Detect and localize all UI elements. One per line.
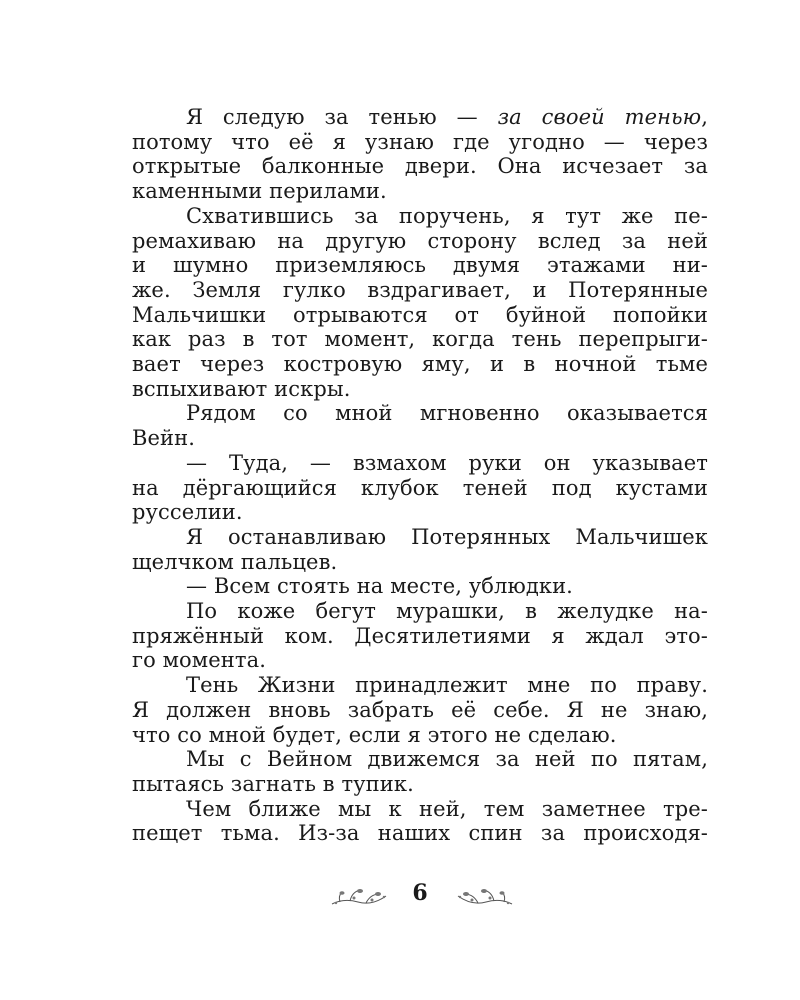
paragraph: [132, 105, 708, 204]
floral-ornament-icon: [456, 886, 514, 910]
paragraph: [132, 401, 708, 450]
text-line: пещет тьма. Из-за наших спин за происходя-: [132, 821, 708, 846]
paragraph: [132, 673, 708, 747]
text-line: русселии.: [132, 500, 243, 525]
paragraph: [132, 525, 708, 574]
paragraph: [132, 599, 708, 673]
text-line: Рядом со мной мгновенно оказывается: [186, 401, 708, 426]
text-line: Мы с Вейном движемся за ней по пятам,: [186, 747, 708, 772]
text-line: открытые балконные двери. Она исчезает за: [132, 154, 708, 179]
text-line: Я останавливаю Потерянных Мальчишек: [186, 524, 708, 549]
text-line: Тень Жизни принадлежит мне по праву.: [186, 673, 708, 698]
page-footer: [0, 880, 800, 916]
text-line: щелчком пальцев.: [132, 549, 338, 574]
text-line: го момента.: [132, 648, 266, 673]
text-line: [132, 105, 708, 130]
paragraph: [132, 451, 708, 525]
text-line: По коже бегут мурашки, в желудке на-: [186, 599, 708, 624]
floral-ornament-icon: [330, 886, 388, 910]
body-text: [132, 105, 708, 846]
text-line: пряжённый ком. Десятилетиями я ждал это-: [132, 623, 708, 648]
text-line: Вейн.: [132, 426, 196, 451]
text-line: пытаясь загнать в тупик.: [132, 771, 414, 796]
text-line: вспыхивают искры.: [132, 376, 351, 401]
text-line: — Туда, — взмахом руки он указывает: [186, 450, 708, 475]
text-line: как раз в тот момент, когда тень перепрыги-: [132, 327, 708, 352]
paragraph: [132, 574, 708, 599]
text-line: на дёргающийся клубок теней под кустами: [132, 475, 708, 500]
text-line: Схватившись за поручень, я тут же пе-: [186, 203, 708, 228]
text-line: и шумно приземляюсь двумя этажами ни-: [132, 253, 708, 278]
paragraph: [132, 797, 708, 846]
text-line: же. Земля гулко вздрагивает, и Потерянные: [132, 277, 708, 302]
text-line: Чем ближе мы к ней, тем заметнее тре-: [186, 796, 708, 821]
text-line: — Всем стоять на месте, ублюдки.: [186, 574, 573, 599]
text-line: Я должен вновь забрать её себе. Я не знаю,: [132, 697, 708, 722]
paragraph: [132, 747, 708, 796]
text-line: что со мной будет, если я этого не сделаю.: [132, 722, 617, 747]
page-number: 6: [412, 880, 428, 906]
text-line: вает через костровую яму, и в ночной тьме: [132, 352, 708, 377]
emphasis-text: за своей тенью: [497, 105, 702, 129]
text-line: потому что её я узнаю где угодно — через: [132, 129, 708, 154]
text-line: каменными перилами.: [132, 179, 387, 204]
text-line: Мальчишки отрываются от буйной попойки: [132, 302, 708, 327]
text-line: ремахиваю на другую сторону вслед за ней: [132, 228, 708, 253]
text-span: Я следую за тенью —: [186, 105, 498, 129]
text-span: ,: [701, 105, 708, 129]
paragraph: [132, 204, 708, 402]
